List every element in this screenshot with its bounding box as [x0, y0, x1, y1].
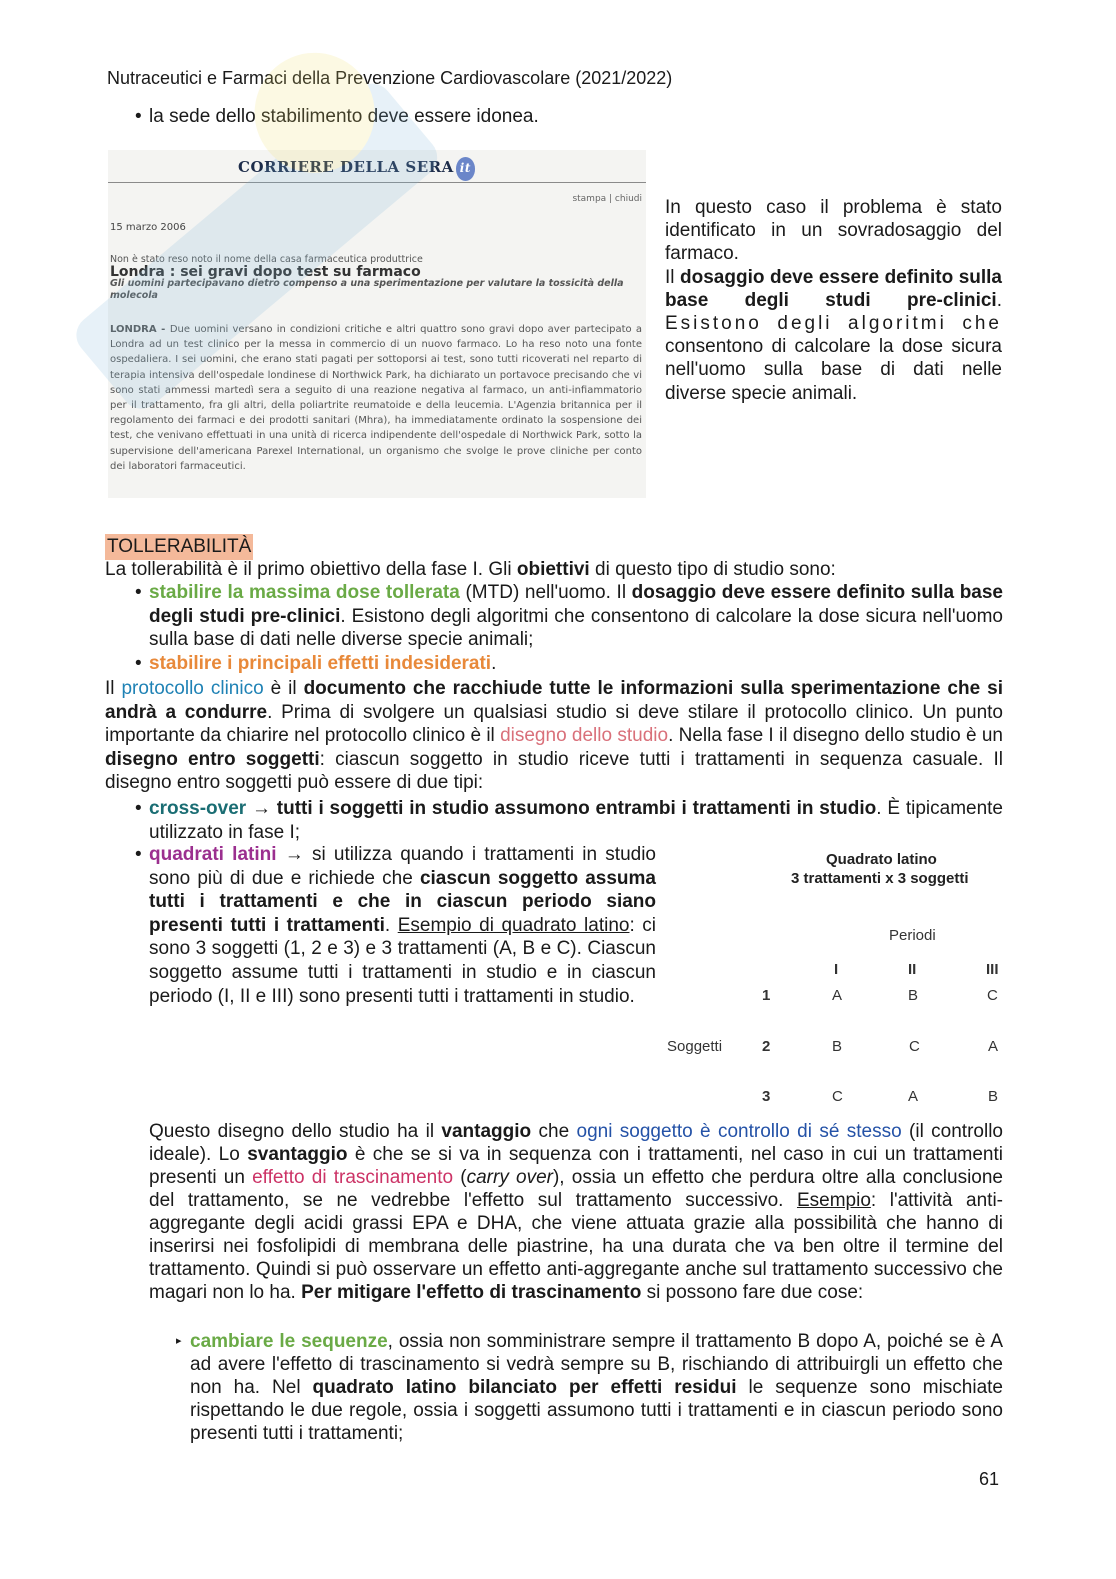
advantage-paragraph: Questo disegno dello studio ha il vantaggio che ogni soggetto è controllo di sé stesso (il controllo ideale). Lo svantaggio è che se si va in sequenza con i trattamenti, nel caso in cui un trattamenti presenti un effetto di trascinamento (carry over), ossia un effetto che perdura oltre alla conclusione del trattamento, se ne vedrebbe l'effetto sul trattamento successivo. Esempio: l'attività anti-aggregante degli acidi grassi EPA e DHA, che viene attuata grazie alla possibilità che hanno di inserirsi nei fosfolipidi di membrana delle piastrine, ha una durata che va ben oltre il termine del trattamento. Quindi si può osservare un effetto anti-aggregante anche sul trattamento successivo che magari non lo ha. Per mitigare l'effetto di trascinamento si possono fare due cose: — [149, 1121, 1004, 1303]
print-close-links: stampa | chiudi — [572, 194, 642, 204]
article-body: LONDRA - Due uomini versano in condizioni critiche e altri quattro sono gravi dopo aver partecipato a Londra ad un test clinico per la messa in commercio di un nuovo farmaco. Lo ha reso noto una fonte ospedaliera. I sei uomini, che erano stati pagati per sottoporsi ai test, sono tutti ricoverati nel reparto di terapia intensiva dell'ospedale londinese di Northwick Park, ha dichiarato un portavoce precisando che vi sono stati ammessi martedì sera a seguito di una reazione negativa al farmaco, un anti-infiammatorio per il trattamento, fra gli altri, della poliartrite reumatoide e della leucemia. L'Agenzia britannica per il regolamento dei farmaci e dei prodotti sanitari (Mhra), ha immediatamente ordinato la sospensione dei test, che venivano effettuati in una unità di ricerca indipendente dell'ospedale di Northwick Park, sotto la supervisione dell'americana Parexel International, un organismo che svolge le prove cliniche per conto dei laboratori farmaceutici. — [110, 324, 642, 472]
subject-number: 3 — [762, 1088, 771, 1105]
latin-square-title: Quadrato latino — [826, 851, 937, 868]
page-number: 61 — [979, 1469, 1000, 1489]
article-headline: Londra : sei gravi dopo test su farmaco — [110, 264, 421, 280]
table-cell: A — [988, 1038, 999, 1055]
newspaper-clipping — [108, 150, 646, 498]
table-cell: B — [908, 987, 919, 1004]
period-header: I — [834, 961, 839, 978]
period-header: III — [986, 961, 999, 978]
periods-label: Periodi — [889, 927, 936, 944]
side-paragraph-2: Il dosaggio deve essere definito sulla base degli studi pre-clinici. Esistono degli algoritmi che consentono di calcolare la dose sicura nell'uomo sulla base di dati nelle diverse specie animali. — [665, 266, 1002, 404]
bullet-dot: • — [135, 106, 142, 127]
table-cell: C — [987, 987, 998, 1004]
subject-number: 2 — [762, 1038, 771, 1055]
article-subhead: Gli uomini partecipavano dietro compenso a una sperimentazione per valutare la tossicità della molecola — [110, 278, 624, 301]
toll-intro: La tollerabilità è il primo obiettivo della fase I. Gli obiettivi di questo tipo di studio sono: — [105, 559, 836, 580]
table-cell: B — [832, 1038, 843, 1055]
latin-square-table — [660, 840, 1010, 1110]
table-cell: A — [832, 987, 843, 1004]
intro-bullet — [135, 105, 539, 129]
subject-number: 1 — [762, 987, 771, 1004]
subjects-label: Soggetti — [667, 1038, 723, 1055]
latin-square-subtitle: 3 trattamenti x 3 soggetti — [791, 870, 969, 887]
objective-bullet-1: • stabilire la massima dose tollerata (MTD) nell'uomo. Il dosaggio deve essere definito sulla base degli studi pre-clinici. Esistono degli algoritmi che consentono di calcolare la dose sicura nell'uomo sulla base di dati nelle diverse specie animali; — [135, 582, 1003, 650]
protocol-paragraph: Il protocollo clinico è il documento che racchiude tutte le informazioni sulla sperimentazione che si andrà a condurre. Prima di svolgere un qualsiasi studio si deve stilare il protocollo clinico. Un punto importante da chiarire nel protocollo clinico è il disegno dello studio. Nella fase I il disegno dello studio è un disegno entro soggetti: ciascun soggetto in studio riceve tutti i trattamenti in sequenza casuale. Il disegno entro soggetti può essere di due tipi: — [105, 678, 1004, 793]
mitigation-bullet: ▸ cambiare le sequenze, ossia non somministrare sempre il trattamento B dopo A, poiché se è A ad avere l'effetto di trascinamento si vedrà sempre su B, rischiando di attribuirgli un effetto che non ha. Nel quadrato latino bilanciato per effetti residui le sequenze sono mischiate rispettando le due regole, ossia i soggetti assumono tutti i trattamenti e in ciascun periodo sono presenti tutti i trattamenti; — [176, 1331, 1003, 1444]
running-header: Nutraceutici e Farmaci della Prevenzione Cardiovascolare (2021/2022) — [107, 68, 673, 88]
table-cell: C — [832, 1088, 843, 1105]
newspaper-logo: CORRIERE DELLA SERA it — [238, 156, 475, 181]
intro-bullet-text: la sede dello stabilimento deve essere idonea. — [149, 106, 539, 127]
crossover-bullet: • cross-over → tutti i soggetti in studio assumono entrambi i trattamenti in studio. È tipicamente utilizzato in fase I; — [135, 798, 1003, 843]
side-paragraph-1: In questo caso il problema è stato identificato in un sovradosaggio del farmaco. — [665, 197, 1002, 265]
table-cell: B — [988, 1088, 999, 1105]
objective-bullet-2: • stabilire i principali effetti indesiderati. — [135, 653, 497, 674]
period-header: II — [908, 961, 917, 978]
article-date: 15 marzo 2006 — [110, 222, 186, 233]
logo-badge: it — [456, 157, 475, 181]
section-heading: TOLLERABILITÀ — [105, 534, 253, 560]
side-commentary — [665, 196, 1002, 405]
table-cell: A — [908, 1088, 919, 1105]
triangle-bullet-icon: ▸ — [176, 1335, 182, 1347]
logo-divider — [108, 182, 646, 183]
latin-square-bullet: • quadrati latini → si utilizza quando i trattamenti in studio sono più di due e richiede che ciascun soggetto assuma tutti i trattamenti e che in ciascun periodo siano presenti tutti i trattamenti. Esempio di quadrato latino: ci sono 3 soggetti (1, 2 e 3) e 3 trattamenti (A, B e C). Ciascun soggetto assume tutti i trattamenti in studio e in ciascun periodo (I, II e III) sono presenti tutti i trattamenti in studio. — [135, 844, 657, 1007]
article-note: Non è stato reso noto il nome della casa farmaceutica produttrice — [110, 254, 423, 265]
table-cell: C — [909, 1038, 920, 1055]
